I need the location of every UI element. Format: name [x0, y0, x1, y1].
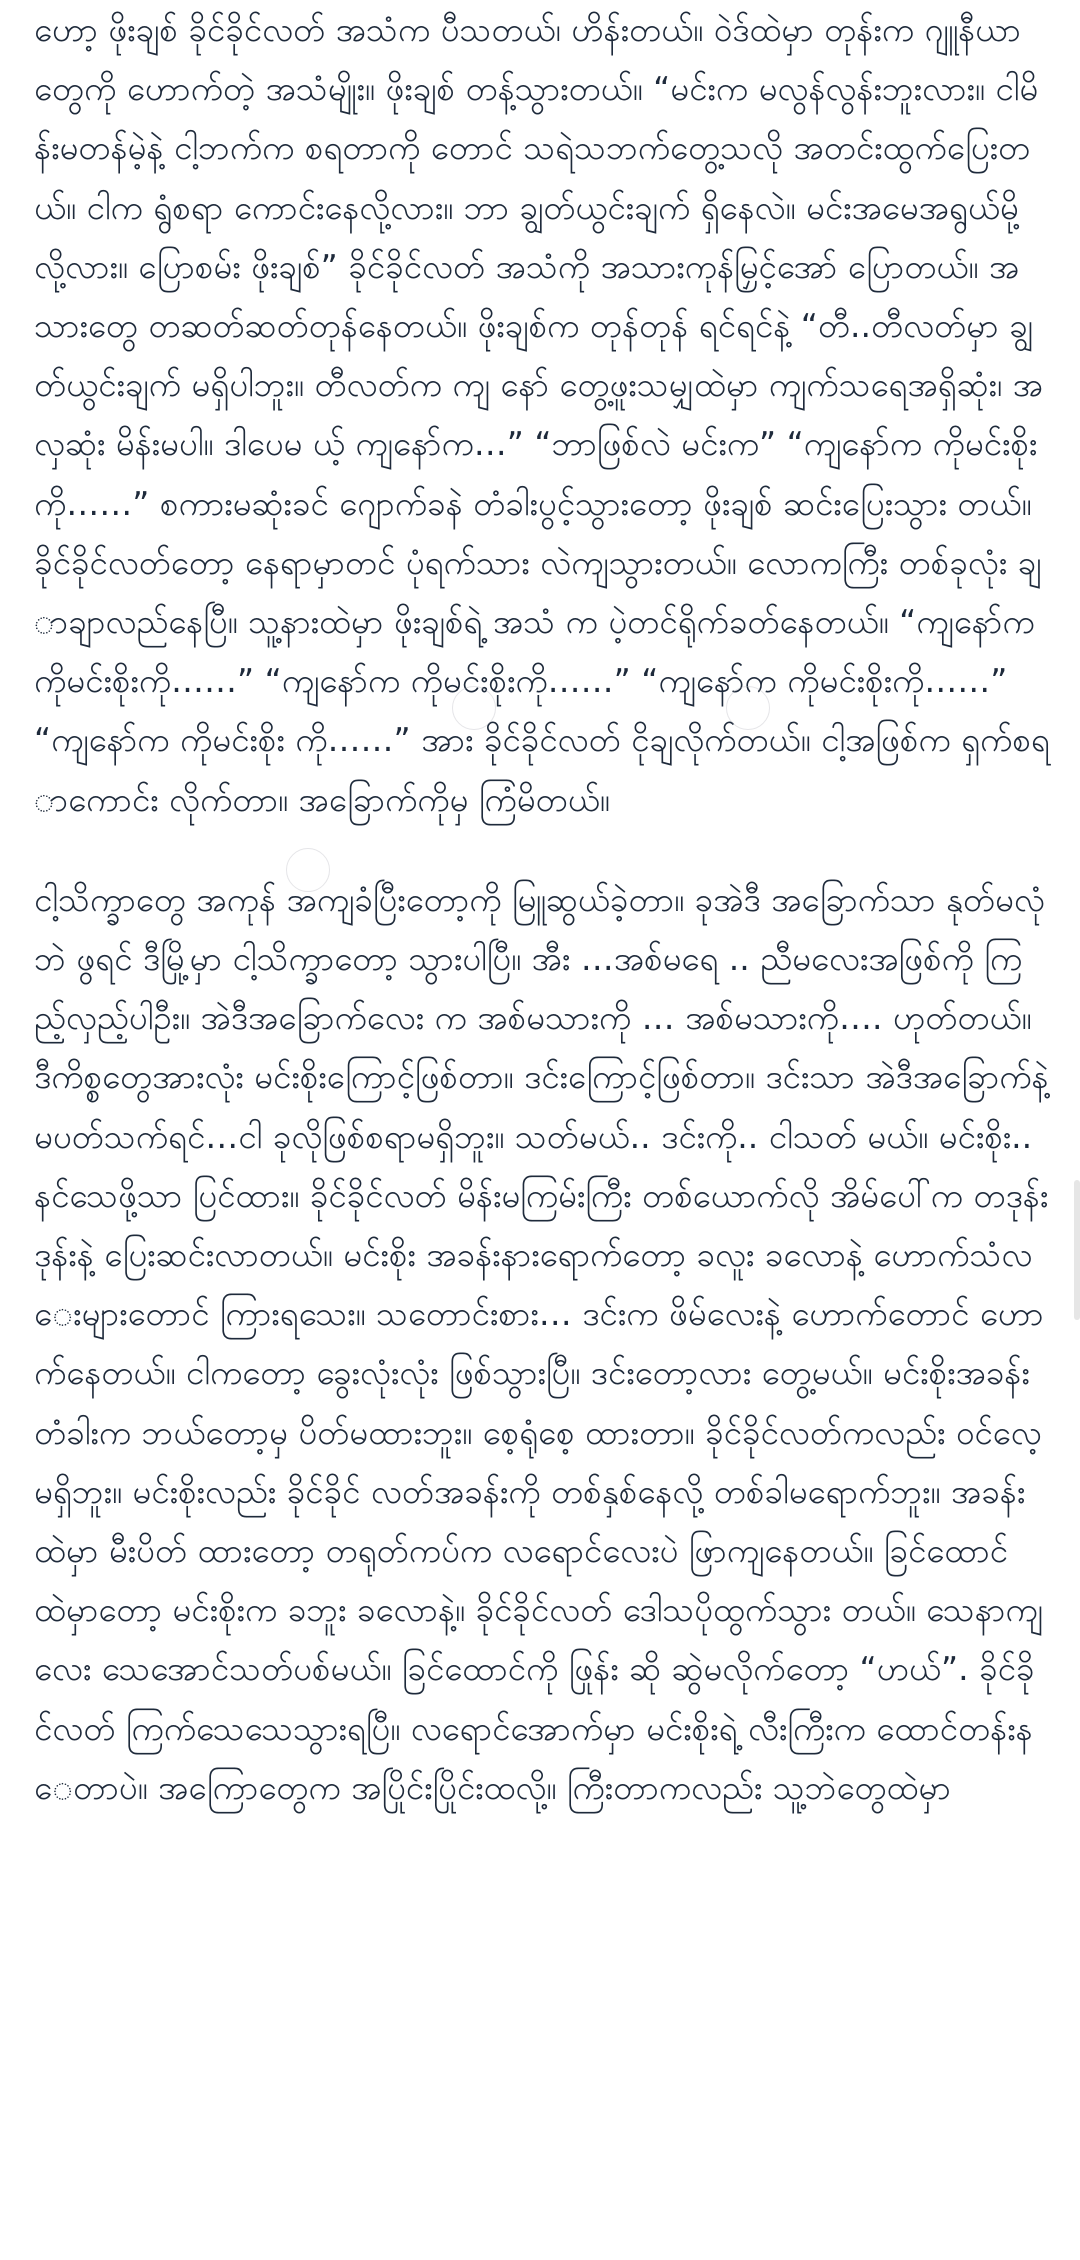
article-body	[34, 0, 1050, 1817]
paragraph-1: ဟော့ ဖိုးချစ် ခိုင်ခိုင်လတ် အသံက ပီသတယ်၊ ဟိန်းတယ်။ ဝဲဒ်ထဲမှာ တုန်းက ဂျူနီယာတွေကို ဟောက်တဲ့ အသံမျိုး။ ဖိုးချစ် တန့်သွားတယ်။ “မင်းက မလွန်လွန်းဘူးလား။ ငါမိန်းမတန်မဲ့နဲ့ ငါ့ဘက်က စရတာကို တောင် သရဲသဘက်တွေ့သလို အတင်းထွက်ပြေးတယ်။ ငါက ရွံစရာ ကောင်းနေလို့လား။ ဘာ ချွတ်ယွင်းချက် ရှိနေလဲ။ မင်းအမေအရွယ်မို့ လို့လား။ ပြောစမ်း ဖိုးချစ်” ခိုင်ခိုင်လတ် အသံကို အသားကုန်မြှင့်အော် ပြောတယ်။ အသားတွေ တဆတ်ဆတ်တုန်နေတယ်။ ဖိုးချစ်က တုန်တုန် ရင်ရင်နဲ့ “တီ..တီလတ်မှာ ချွတ်ယွင်းချက် မရှိပါဘူး။ တီလတ်က ကျ နော် တွေ့ဖူးသမျှထဲမှာ ကျက်သရေအရှိဆုံး၊ အလှဆုံး မိန်းမပါ။ ဒါပေမ ယ့် ကျနော်က…” “ဘာဖြစ်လဲ မင်းက” “ကျနော်က ကိုမင်းစိုးကို……” စကားမဆုံးခင် ဂျောက်ခနဲ တံခါးပွင့်သွားတော့ ဖိုးချစ် ဆင်းပြေးသွား တယ်။ ခိုင်ခိုင်လတ်တော့ နေရာမှာတင် ပုံရက်သား လဲကျသွားတယ်။ လောကကြီး တစ်ခုလုံး ချာချာလည်နေပြီ။ သူ့နားထဲမှာ ဖိုးချစ်ရဲ့ အသံ က ပဲ့တင်ရိုက်ခတ်နေတယ်။ “ကျနော်က ကိုမင်းစိုးကို……” “ကျနော်က ကိုမင်းစိုးကို……” “ကျနော်က ကိုမင်းစိုးကို……” “ကျနော်က ကိုမင်းစိုး ကို……” အား ခိုင်ခိုင်လတ် ငိုချလိုက်တယ်။ ငါ့အဖြစ်က ရှက်စရာကောင်း လိုက်တာ။ အခြောက်ကိုမှ ကြံမိတယ်။	[34, 10, 1050, 819]
scrollbar[interactable]	[1074, 1180, 1080, 1320]
selection-handle-lower-icon	[286, 848, 330, 892]
paragraph-2: ငါ့သိက္ခာတွေ အကုန် အကျခံပြီးတော့ကို မြူဆွယ်ခဲ့တာ။ ခုအဲဒီ အခြောက်သာ နုတ်မလုံဘဲ ဖွရင် ဒီမြို့မှာ ငါ့သိက္ခာတော့ သွားပါပြီ။ အီး …အစ်မရေ .. ညီမလေးအဖြစ်ကို ကြည့်လှည့်ပါဦး။ အဲဒီအခြောက်လေး က အစ်မသားကို … အစ်မသားကို…. ဟုတ်တယ်။ ဒီကိစ္စတွေအားလုံး မင်းစိုးကြောင့်ဖြစ်တာ။ ဒင်းကြောင့်ဖြစ်တာ။ ဒင်းသာ အဲဒီအခြောက်နဲ့ မပတ်သက်ရင်…ငါ ခုလိုဖြစ်စရာမရှိဘူး။ သတ်မယ်.. ဒင်းကို.. ငါသတ် မယ်။ မင်းစိုး.. နင်သေဖို့သာ ပြင်ထား။ ခိုင်ခိုင်လတ် မိန်းမကြမ်းကြီး တစ်ယောက်လို အိမ်ပေါ်က တဒုန်းဒုန်းနဲ့ ပြေးဆင်းလာတယ်။ မင်းစိုး အခန်းနားရောက်တော့ ခလူး ခလောနဲ့ ဟောက်သံလေးများတောင် ကြားရသေး။ သတောင်းစား… ဒင်းက ဖိမ်လေးနဲ့ ဟောက်တောင် ဟောက်နေတယ်။ ငါကတော့ ခွေးလုံးလုံး ဖြစ်သွားပြီ။ ဒင်းတော့လား တွေ့မယ်။ မင်းစိုးအခန်းတံခါးက ဘယ်တော့မှ ပိတ်မထားဘူး။ စေ့ရုံစေ့ ထားတာ။ ခိုင်ခိုင်လတ်ကလည်း ဝင်လေ့မရှိဘူး။ မင်းစိုးလည်း ခိုင်ခိုင် လတ်အခန်းကို တစ်နှစ်နေလို့ တစ်ခါမရောက်ဘူး။ အခန်းထဲမှာ မီးပိတ် ထားတော့ တရုတ်ကပ်က လရောင်လေးပဲ ဖြာကျနေတယ်။ ခြင်ထောင် ထဲမှာတော့ မင်းစိုးက ခဘူး ခလောနဲ့။ ခိုင်ခိုင်လတ် ဒေါသပိုထွက်သွား တယ်။ သေနာကျလေး သေအောင်သတ်ပစ်မယ်။ ခြင်ထောင်ကို ဖြုန်း ဆို ဆွဲမလိုက်တော့ “ဟယ်”. ခိုင်ခိုင်လတ် ကြက်သေသေသွားရပြီ။ လရောင်အောက်မှာ မင်းစိုးရဲ့ လီးကြီးက ထောင်တန်းနေတာပဲ။ အကြောတွေက အပြိုင်းပြိုင်းထလို့။ ကြီးတာကလည်း သူ့ဘဲတွေထဲမှာ	[34, 879, 1049, 1807]
selection-handle-right-icon	[726, 686, 770, 730]
selection-handle-left-icon	[452, 686, 496, 730]
